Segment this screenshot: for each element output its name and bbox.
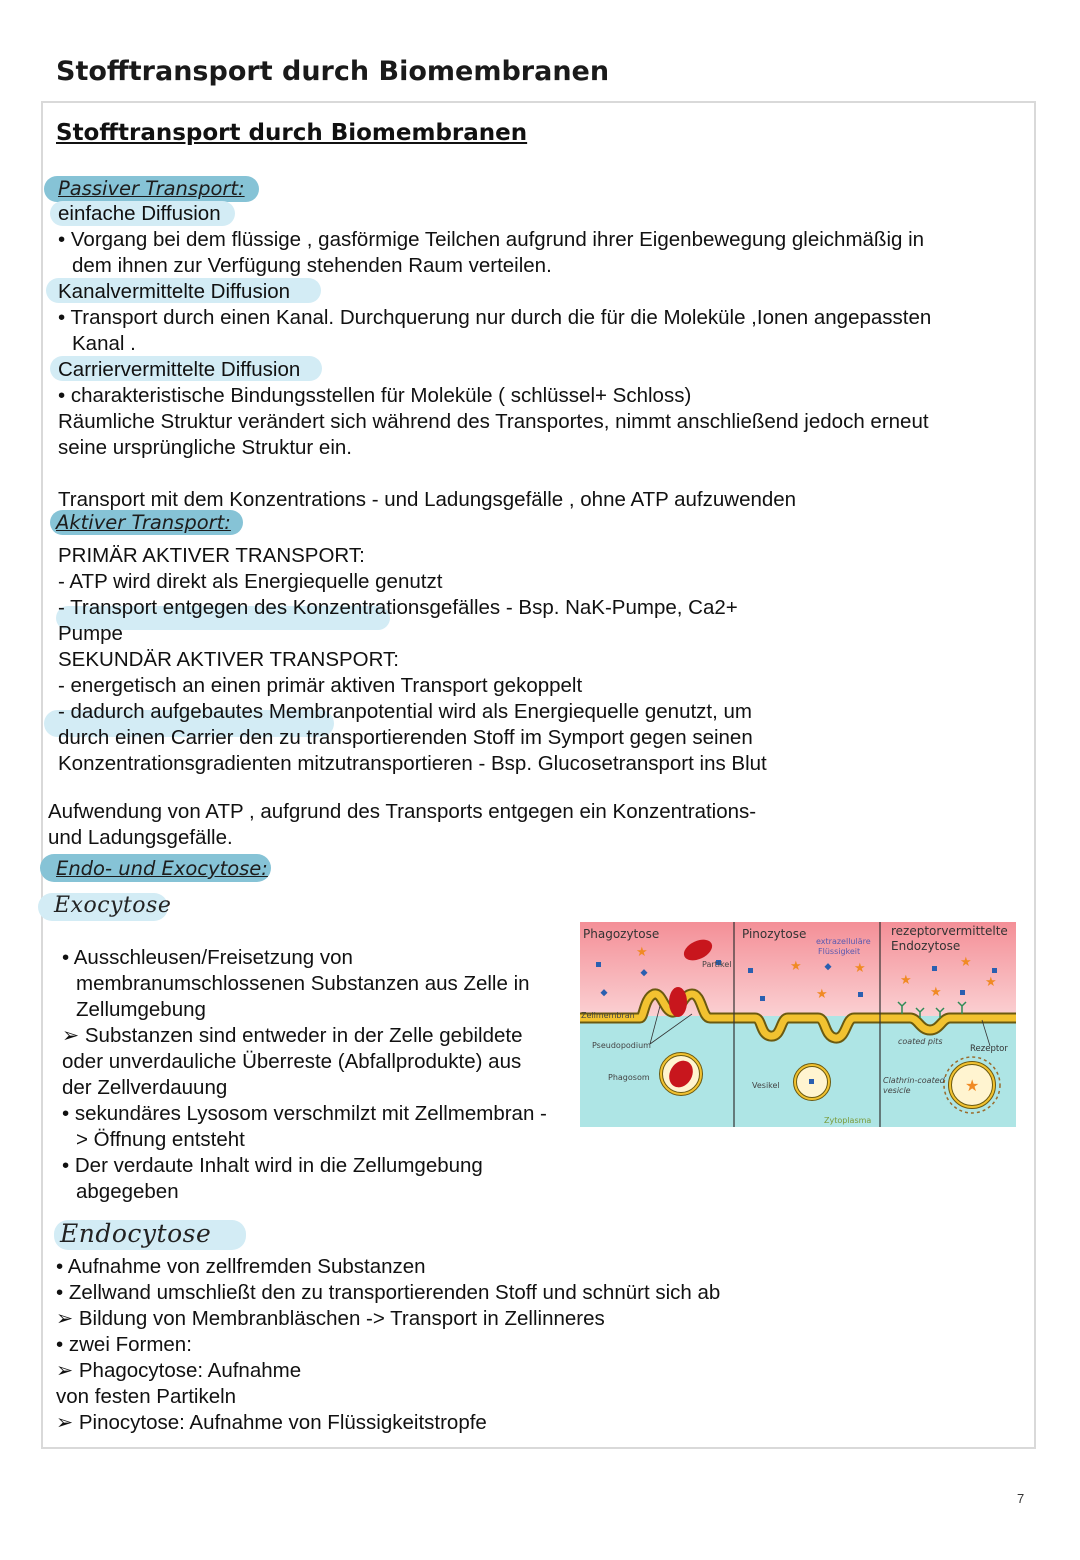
- label-partikel: Partikel: [702, 960, 732, 969]
- exocytose-line: • sekundäres Lysosom verschmilzt mit Zellmembran -: [62, 1102, 547, 1125]
- active-line: - dadurch aufgebautes Membranpotential wird als Energiequelle genutzt, um: [58, 700, 752, 723]
- passive-line: • Transport durch einen Kanal. Durchquerung nur durch die für die Moleküle ,Ionen angepassten: [58, 306, 932, 329]
- active-line: durch einen Carrier den zu transportierenden Stoff im Symport gegen seinen: [58, 726, 753, 749]
- exocytose-line: Zellumgebung: [76, 998, 206, 1021]
- passive-line: einfache Diffusion: [58, 202, 221, 225]
- label-phagozytose: Phagozytose: [583, 927, 660, 941]
- passive-line: • Vorgang bei dem flüssige , gasförmige Teilchen aufgrund ihrer Eigenbewegung gleichmäßig in: [58, 228, 925, 251]
- exocytose-line: abgegeben: [76, 1180, 179, 1203]
- active-line: - Transport entgegen des Konzentrationsgefälles - Bsp. NaK-Pumpe, Ca2+: [58, 596, 738, 619]
- passive-line: Carriervermittelte Diffusion: [58, 358, 301, 381]
- label-clathrin: Clathrin-coated: [883, 1076, 945, 1085]
- endocytosis-figure: [580, 922, 1016, 1127]
- endocytose-line: ➢ Phagocytose: Aufnahme: [56, 1359, 302, 1382]
- endocytose-line: ➢ Bildung von Membranbläschen -> Transport in Zellinneres: [56, 1307, 605, 1330]
- dot-icon: [809, 1079, 814, 1084]
- active-line: Pumpe: [58, 622, 123, 645]
- exocytose-line: • Ausschleusen/Freisetzung von: [62, 946, 353, 969]
- dot-icon: [760, 996, 765, 1001]
- star-icon: ★: [900, 972, 912, 987]
- label-rezeptor: Rezeptor: [970, 1044, 1008, 1054]
- endocytose-line: • Zellwand umschließt den zu transportierenden Stoff und schnürt sich ab: [56, 1281, 721, 1304]
- passive-line: seine ursprüngliche Struktur ein.: [58, 436, 352, 459]
- star-icon: ★: [790, 958, 802, 973]
- page-title: Stofftransport durch Biomembranen: [56, 56, 610, 87]
- label-zytoplasma: Zytoplasma: [824, 1116, 872, 1125]
- exocytose-line: oder unverdauliche Überreste (Abfallprodukte) aus: [62, 1050, 522, 1073]
- passive-line: Kanalvermittelte Diffusion: [58, 280, 291, 303]
- page-number: 7: [1017, 1491, 1025, 1506]
- exocytose-line: membranumschlossenen Substanzen aus Zelle in: [76, 972, 530, 995]
- active-summary: Aufwendung von ATP , aufgrund des Transports entgegen ein Konzentrations-: [48, 800, 757, 823]
- star-icon: ★: [960, 954, 972, 969]
- label-vesikel: Vesikel: [752, 1081, 780, 1090]
- dot-icon: [932, 966, 937, 971]
- dot-icon: [858, 992, 863, 997]
- exocytose-line: • Der verdaute Inhalt wird in die Zellumgebung: [62, 1154, 483, 1177]
- star-icon: ★: [636, 944, 648, 959]
- box-title: Stofftransport durch Biomembranen: [56, 120, 528, 146]
- endo-exo-heading: Endo- und Exocytose:: [56, 857, 268, 880]
- exocytose-line: der Zellverdauung: [62, 1076, 228, 1099]
- label-pseudopodium: Pseudopodium: [592, 1041, 651, 1050]
- passive-summary: Transport mit dem Konzentrations - und Ladungsgefälle , ohne ATP aufzuwenden: [58, 488, 797, 511]
- endocytose-line: • zwei Formen:: [56, 1333, 192, 1356]
- star-icon: ★: [930, 984, 942, 999]
- label-clathrin: vesicle: [883, 1086, 911, 1095]
- dot-icon: [992, 968, 997, 973]
- label-fluid: extrazelluläre: [816, 937, 871, 946]
- label-coated-pits: coated pits: [898, 1037, 943, 1046]
- dot-icon: [748, 968, 753, 973]
- endocytose-heading: Endocytose: [60, 1219, 212, 1248]
- active-heading: Aktiver Transport:: [56, 511, 231, 534]
- active-line: - ATP wird direkt als Energiequelle genutzt: [58, 570, 443, 593]
- star-icon: ★: [854, 960, 866, 975]
- endocytose-line: • Aufnahme von zellfremden Substanzen: [56, 1255, 426, 1278]
- dot-icon: [960, 990, 965, 995]
- star-icon: ★: [965, 1078, 980, 1095]
- active-line: SEKUNDÄR AKTIVER TRANSPORT:: [58, 648, 399, 671]
- dot-icon: [596, 962, 601, 967]
- star-icon: ★: [985, 974, 997, 989]
- label-zellmembran: Zellmembran: [581, 1011, 635, 1020]
- label-phagosom: Phagosom: [608, 1073, 650, 1082]
- passive-heading: Passiver Transport:: [58, 177, 245, 200]
- passive-line: • charakteristische Bindungsstellen für Moleküle ( schlüssel+ Schloss): [58, 384, 692, 407]
- passive-line: dem ihnen zur Verfügung stehenden Raum verteilen.: [72, 254, 552, 277]
- star-icon: ★: [816, 986, 828, 1001]
- active-line: - energetisch an einen primär aktiven Transport gekoppelt: [58, 674, 583, 697]
- label-fluid: Flüssigkeit: [818, 947, 861, 956]
- label-rezeptor-title: rezeptorvermittelte: [891, 924, 1008, 938]
- active-line: Konzentrationsgradienten mitzutransportieren - Bsp. Glucosetransport ins Blut: [58, 752, 767, 775]
- exocytose-line: ➢ Substanzen sind entweder in der Zelle gebildete: [62, 1024, 523, 1047]
- active-line: PRIMÄR AKTIVER TRANSPORT:: [58, 544, 365, 567]
- exocytose-line: > Öffnung entsteht: [76, 1128, 245, 1151]
- label-pinozytose: Pinozytose: [742, 927, 807, 941]
- label-endozytose: Endozytose: [891, 939, 961, 953]
- endocytosis-diagram: [580, 922, 1016, 1127]
- particle-icon: [669, 987, 687, 1017]
- active-summary: und Ladungsgefälle.: [48, 826, 233, 849]
- passive-line: Kanal .: [72, 332, 136, 355]
- passive-line: Räumliche Struktur verändert sich während des Transportes, nimmt anschließend jedoch erneut: [58, 410, 929, 433]
- endocytose-line: von festen Partikeln: [56, 1385, 237, 1408]
- endocytose-line: ➢ Pinocytose: Aufnahme von Flüssigkeitstropfe: [56, 1411, 487, 1434]
- exocytose-heading: Exocytose: [54, 893, 172, 918]
